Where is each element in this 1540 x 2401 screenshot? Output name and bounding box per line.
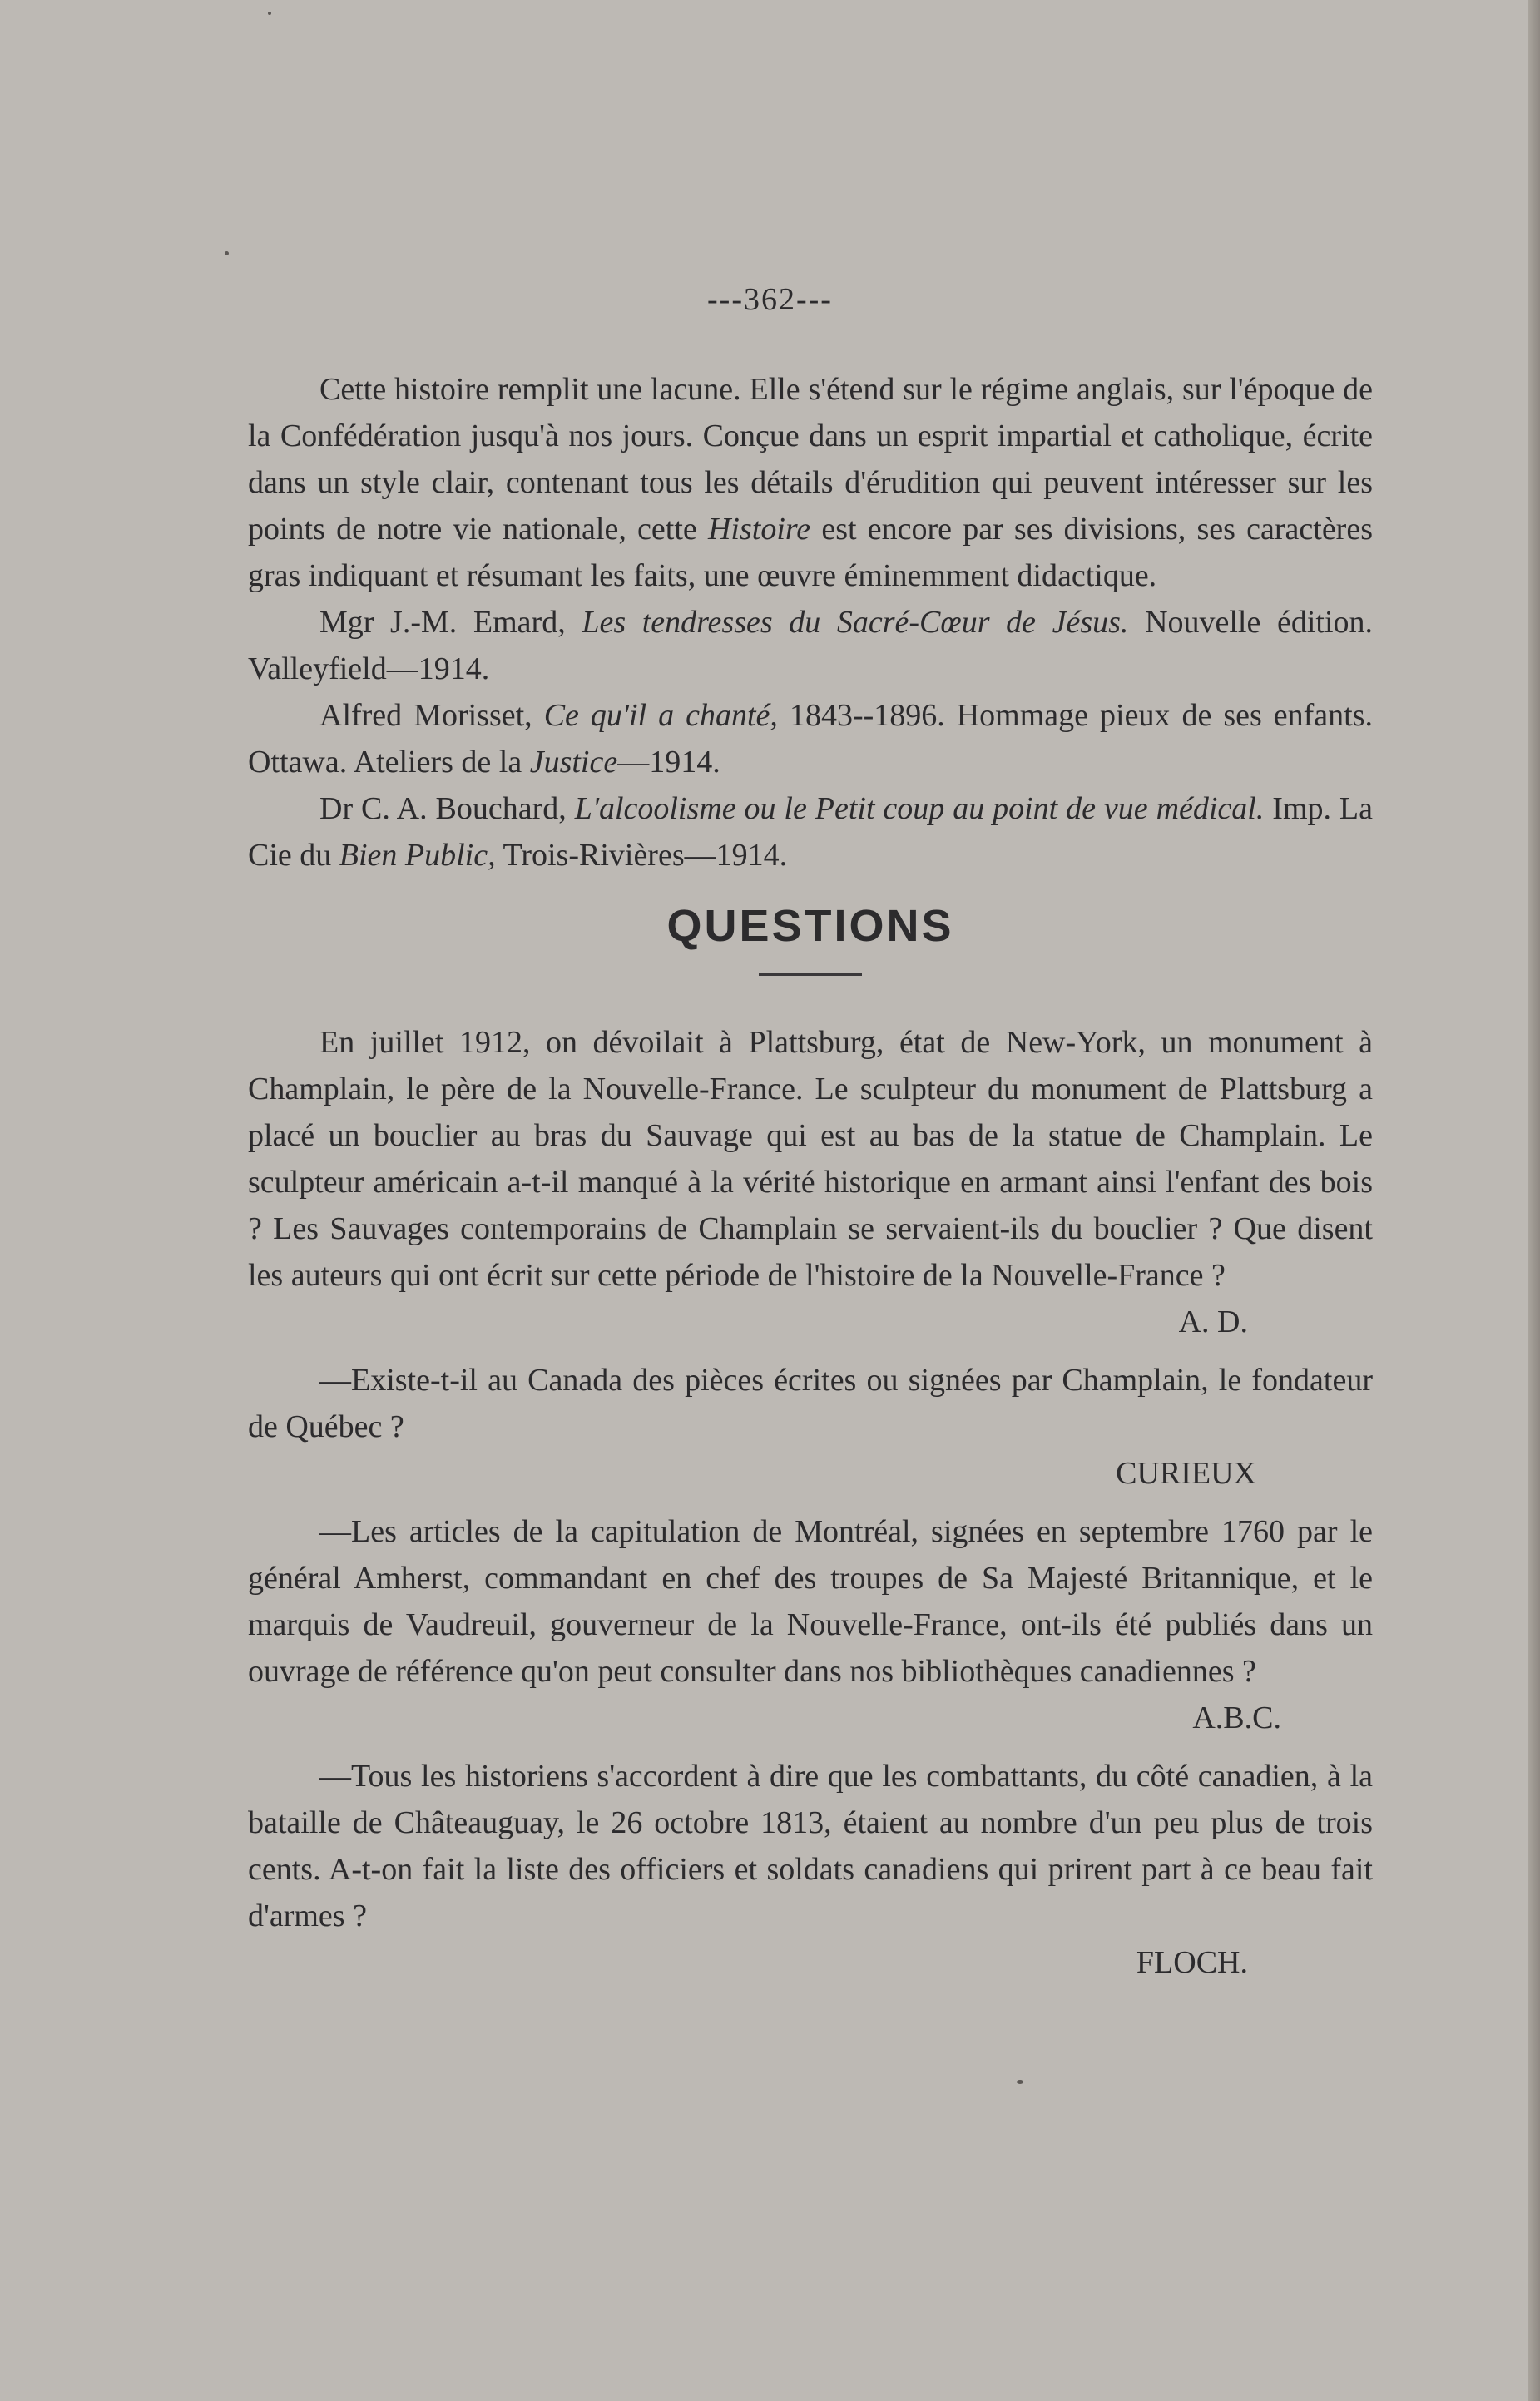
book-details: Nouvelle édition. Valleyfield—1914. [248,605,1374,686]
page-number: ---362--- [707,282,833,317]
review-text: Cette histoire remplit une lacune. Elle s'étend sur le régime anglais, sur l'époque de la Confédération jusqu'à nos jours. Conçue dans un esprit impartial et catholique, écrite dans un style clair, contenant tous les détails d'érudition qui peuvent intéresser sur les points de notre vie nationale, cette [248,372,1373,547]
book-details: Imp. La Cie du [248,791,1374,873]
question-signature: FLOCH. [1136,1945,1248,1980]
questions-heading: QUESTIONS [666,901,954,951]
heading-rule [759,973,862,976]
book-details-italic: Bien Public, [339,838,496,873]
book-title: Ce qu'il a chanté, [543,698,778,733]
book-title: L'alcoolisme ou le Petit coup au point de vue médical. [574,791,1265,826]
book-details-end: Trois-Rivières—1914. [503,838,788,873]
question-text: —Existe-t-il au Canada des pièces écrites ou signées par Champlain, le fondateur de Québec ? [248,1363,1373,1444]
question-signature: A. D. [1178,1304,1248,1339]
book-author: Dr C. A. Bouchard, [319,791,567,826]
paper-speck [268,12,271,15]
book-author: Mgr J.-M. Emard, [319,605,566,640]
paper-speck [225,251,229,255]
question-text: En juillet 1912, on dévoilait à Plattsburg, état de New-York, un monument à Champlain, le père de la Nouvelle-France. Le sculpteur du monument de Plattsburg a placé un bouclier au bras du Sauvage qui est au bas de la statue de Champlain. Le sculpteur américain a-t-il manqué à la vérité historique en armant ainsi l'enfant des bois ? Les Sauvages contemporains de Champlain se servaient-ils du bouclier ? Que disent les auteurs qui ont écrit sur cette période de l'histoire de la Nouvelle-France ? [248,1025,1373,1293]
question-signature: CURIEUX [1116,1456,1256,1491]
book-entry [248,599,1373,692]
question-signature: A.B.C. [1192,1701,1281,1735]
review-italic: Histoire [707,512,811,547]
book-details-end: —1914. [617,745,720,780]
book-author: Alfred Morisset, [319,698,532,733]
review-paragraph [248,366,1373,599]
page-body [248,366,1373,1986]
question-text: —Les articles de la capitulation de Montréal, signées en septembre 1760 par le général Amherst, commandant en chef des troupes de Sa Majesté Britannique, et le marquis de Vaudreuil, gouverneur de la Nouvelle-France, ont-ils été publiés dans un ouvrage de référence qu'on peut consulter dans nos bibliothèques canadiennes ? [248,1514,1373,1689]
book-entry [248,785,1373,879]
book-details-italic: Justice [529,745,618,780]
book-title: Les tendresses du Sacré-Cœur de Jésus. [582,605,1129,640]
review-text-end: est encore par ses divisions, ses caractères gras indiquant et résumant les faits, une œuvre éminemment didactique. [248,512,1373,593]
page-edge [1528,0,1540,2401]
book-entry [248,692,1373,785]
paper-speck [1017,2080,1023,2084]
book-details: 1843--1896. Hommage pieux de ses enfants. Ottawa. Ateliers de la [248,698,1373,780]
question-text: —Tous les historiens s'accordent à dire que les combattants, du côté canadien, à la bataille de Châteauguay, le 26 octobre 1813, étaient au nombre d'un peu plus de trois cents. A-t-on fait la liste des officiers et soldats canadiens qui prirent part à ce beau fait d'armes ? [248,1759,1373,1933]
